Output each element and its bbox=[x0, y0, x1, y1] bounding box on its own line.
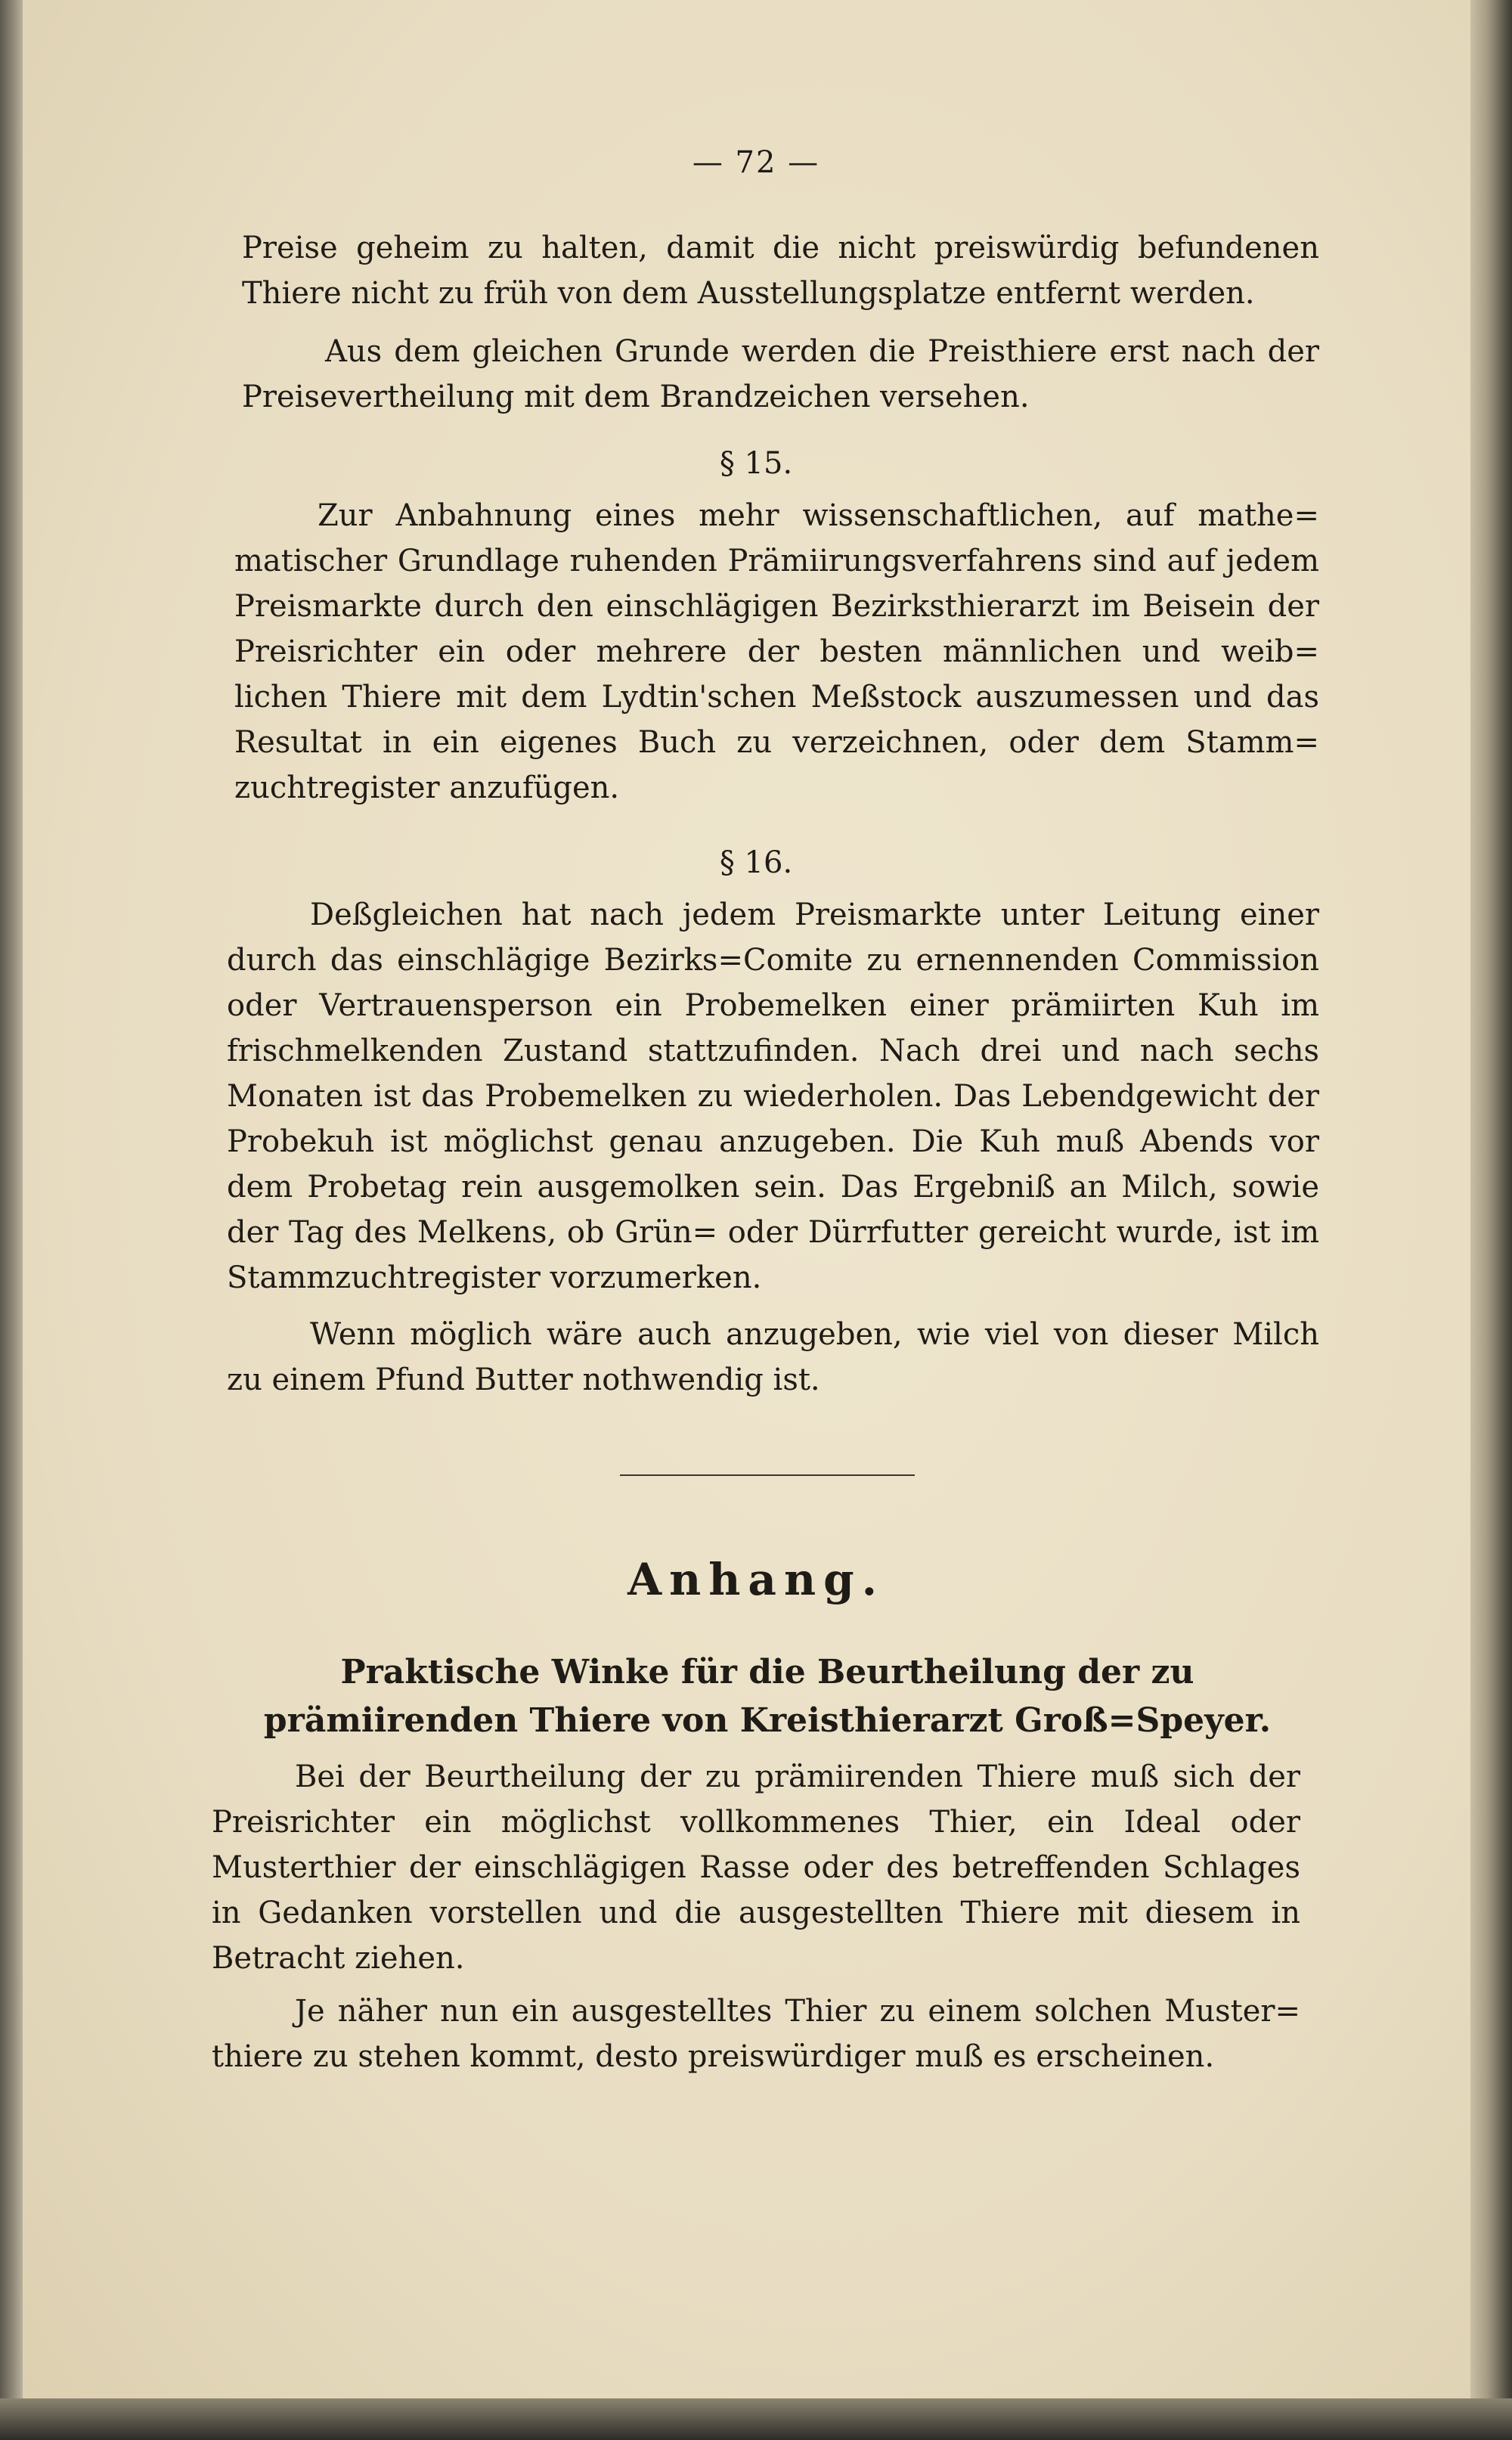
section-divider bbox=[620, 1474, 915, 1476]
section-15-heading: § 15. bbox=[719, 446, 793, 481]
paragraph-2: Aus dem gleichen Grunde werden die Preisthiere erst nach der Preisevertheilung mit dem Brandzeichen versehen. bbox=[242, 334, 1319, 414]
paragraph-7: Je näher nun ein ausgestelltes Thier zu einem solchen Muster= thiere zu stehen kommt, desto preiswürdiger muß es erscheinen. bbox=[212, 1994, 1300, 2074]
paragraph-5: Wenn möglich wäre auch anzugeben, wie viel von dieser Milch zu einem Pfund Butter nothwendig ist. bbox=[227, 1317, 1319, 1397]
appendix-title: Anhang. bbox=[627, 1554, 885, 1605]
paragraph-6: Bei der Beurtheilung der zu prämiirenden Thiere muß sich der Preisrichter ein möglichst vollkommenes Thier, ein Ideal oder Musterthier der einschlägigen Rasse oder des betreffenden Schlages in Gedanken vorstellen und die ausgestellten Thiere mit diesem in Betracht ziehen. bbox=[212, 1759, 1300, 1976]
page-edge-bottom bbox=[0, 2398, 1512, 2440]
paragraph-3: Zur Anbahnung eines mehr wissenschaftlichen, auf mathe= matischer Grundlage ruhenden Prämiirungsverfahrens sind auf jedem Preismarkte durch den einschlägigen Bezirksthierarzt im Beisein der Preisrichter ein oder mehrere der besten männlichen und weib= lichen Thiere mit dem Lydtin'schen Meßstock auszumessen und das Resultat in ein eigenes Buch zu verzeichnen, oder dem Stamm= zuchtregister anzufügen. bbox=[234, 498, 1319, 805]
paragraph-4: Deßgleichen hat nach jedem Preismarkte unter Leitung einer durch das einschlägige Bezirks=Comite zu ernennenden Commission oder Vertrauensperson ein Probemelken einer prämiirten Kuh im frischmelkenden Zustand stattzufinden. Nach drei und nach sechs Monaten ist das Probemelken zu wiederholen. Das Lebendgewicht der Probekuh ist möglichst genau anzugeben. Die Kuh muß Abends vor dem Probetag rein ausgemolken sein. Das Ergebniß an Milch, sowie der Tag des Melkens, ob Grün= oder Dürrfutter gereicht wurde, ist im Stammzuchtregister vorzumerken. bbox=[227, 898, 1319, 1295]
section-16-heading: § 16. bbox=[719, 845, 793, 880]
appendix-subtitle: Praktische Winke für die Beurtheilung der zu prämiirenden Thiere von Kreisthierarzt Groß=Speyer. bbox=[263, 1653, 1272, 1740]
paragraph-1: Preise geheim zu halten, damit die nicht preiswürdig befundenen Thiere nicht zu früh von dem Ausstellungsplatze entfernt werden. bbox=[242, 231, 1319, 311]
book-gutter bbox=[0, 0, 23, 2440]
page-number: — 72 — bbox=[692, 145, 820, 180]
page-edge-right bbox=[1470, 0, 1512, 2440]
